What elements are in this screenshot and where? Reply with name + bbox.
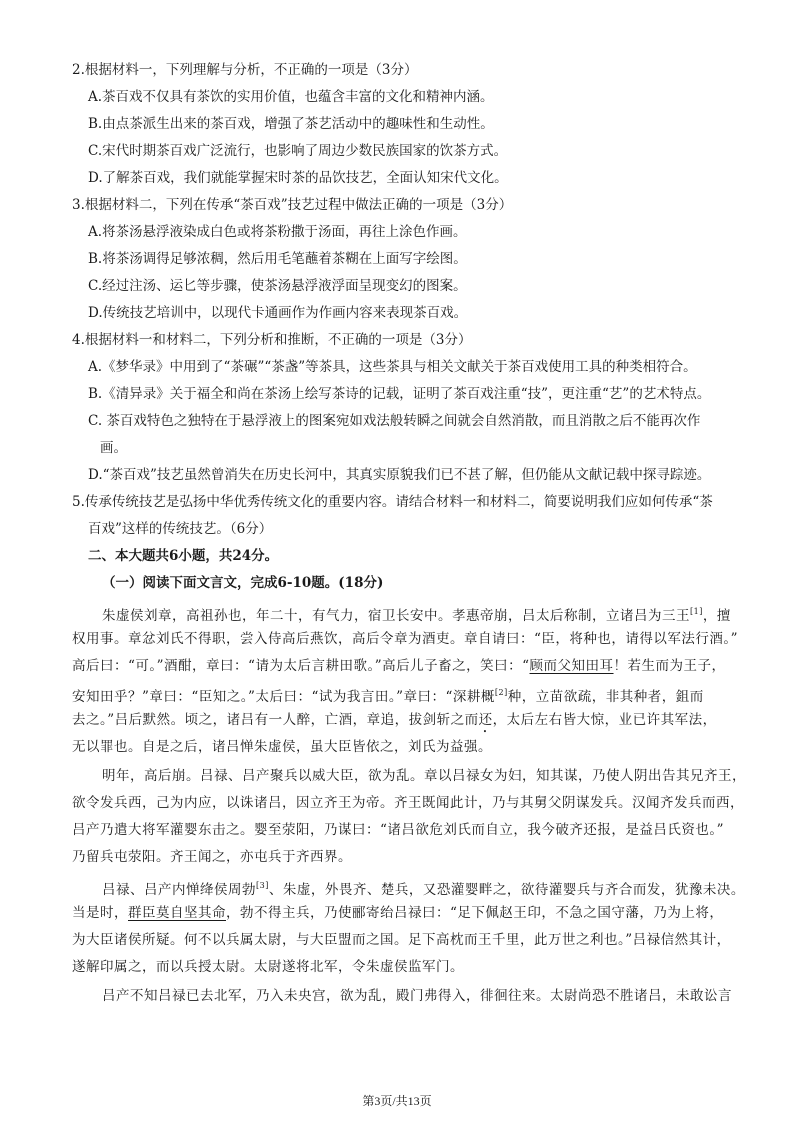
question-5-stem-continued: 百戏”这样的传统技艺。（6分） — [88, 521, 273, 537]
passage-p1-line3 — [72, 656, 726, 676]
question-3-option-c: C.经过注汤、运匕等步骤，使茶汤悬浮液浮面呈现变幻的图案。 — [88, 278, 467, 294]
question-4-stem: 4.根据材料一和材料二，下列分析和推断，不正确的一项是（3分） — [72, 332, 472, 348]
underlined-sentence: 顾而父知田耳 — [529, 658, 614, 674]
passage-p2-line2: 欲令发兵西，己为内应，以诛诸吕，因立齐王为帝。齐王既闻此计，乃与其舅父阴谋发兵。汉闻齐发兵而西， — [72, 795, 744, 811]
page-number: 第3页/共13页 — [362, 1094, 432, 1108]
question-3-option-a: A.将茶汤悬浮液染成白色或将茶粉撒于汤面，再往上涂色作画。 — [88, 224, 467, 240]
passage-p3-line1 — [102, 876, 745, 900]
passage-p1-line4 — [72, 683, 704, 707]
question-3-option-d: D.传统技艺培训中，以现代卡通画作为作画内容来表现茶百戏。 — [88, 305, 468, 321]
passage-text: 吕禄、吕产内惮绛侯周勃 — [102, 882, 256, 898]
passage-text: 当是时， — [72, 905, 128, 921]
passage-text: 高后曰：“可。”酒酣，章曰：“请为太后言耕田歌。”高后儿子畜之，笑曰：“ — [72, 658, 530, 674]
question-4-option-d: D.“茶百戏”技艺虽然曾消失在历史长河中，其真实原貌我们已不甚了解，但仍能从文献记载中探寻踪迹。 — [88, 467, 711, 483]
passage-text: ，勃不得主兵，乃使郦寄绐吕禄曰：“足下佩赵王印，不急之国守藩，乃为上将， — [226, 905, 724, 921]
footnote-marker: [3] — [256, 881, 269, 890]
passage-p1-line6: 无以罪也。自是之后，诸吕惮朱虚侯，虽大臣皆依之，刘氏为益强。 — [72, 739, 492, 755]
underlined-sentence: 群臣莫自坚其命 — [128, 905, 226, 921]
passage-p1-line2: 权用事。章忿刘氏不得职，尝入侍高后燕饮，高后令章为酒吏。章自请曰：“臣，将种也，请得以军法行酒。” — [72, 631, 739, 647]
question-2-option-c: C.宋代时期茶百戏广泛流行，也影响了周边少数民族国家的饮茶方式。 — [88, 143, 508, 159]
question-2-option-d: D.了解茶百戏，我们就能掌握宋时茶的品饮技艺，全面认知宋代文化。 — [88, 170, 508, 186]
passage-p2-line1: 明年，高后崩。吕禄、吕产聚兵以威大臣，欲为乱。章以吕禄女为妇，知其谋，乃使人阴出告其兄齐王， — [102, 768, 746, 784]
question-4-option-c: C. 茶百戏特色之独特在于悬浮液上的图案宛如戏法般转瞬之间就会自然消散，而且消散之后不能再次作 — [88, 413, 701, 429]
question-4-option-b: B.《清异录》关于福全和尚在茶汤上绘写茶诗的记载，证明了茶百戏注重“技”，更注重“艺”的艺术特点。 — [88, 386, 711, 402]
passage-p2-line4: 乃留兵屯荥阳。齐王闻之，亦屯兵于齐西界。 — [72, 849, 352, 865]
passage-p3-line4: 遂解印属之，而以兵授太尉。太尉遂将北军，令朱虚侯监军门。 — [72, 959, 464, 975]
question-2-option-a: A.茶百戏不仅具有茶饮的实用价值，也蕴含丰富的文化和精神内涵。 — [88, 89, 494, 105]
passage-p1-line5 — [72, 710, 717, 736]
subsection-heading: （一）阅读下面文言文，完成6-10题。(18分) — [102, 575, 384, 591]
question-3-option-b: B.将茶汤调得足够浓稠，然后用毛笔蘸着茶糊在上面写字绘图。 — [88, 251, 467, 267]
emphasized-character: 还 — [478, 712, 493, 728]
passage-text: 种，立苗欲疏，非其种者，鉏而 — [507, 689, 704, 705]
question-5-stem: 5.传承传统技艺是弘扬中华优秀传统文化的重要内容。请结合材料一和材料二，简要说明我们应如何传承“茶 — [72, 494, 713, 510]
passage-text: 去之。”吕后默然。顷之，诸吕有一人醉，亡酒，章追，拔剑斩之而 — [72, 712, 479, 728]
question-4-option-a: A.《梦华录》中用到了“茶碾”“茶盏”等茶具，这些茶具与相关文献关于茶百戏使用工具的种类相符合。 — [88, 359, 697, 375]
passage-p3-line2 — [72, 903, 723, 923]
passage-text: 安知田乎？”章曰：“臣知之。”太后曰：“试为我言田。”章曰：“深耕概 — [72, 689, 495, 705]
section-heading: 二、本大题共6小题，共24分。 — [88, 548, 279, 564]
question-3-stem: 3.根据材料二，下列在传承“茶百戏”技艺过程中做法正确的一项是（3分） — [72, 197, 513, 213]
footnote-marker: [1] — [690, 607, 703, 616]
passage-text: ，太后左右皆大惊，业已许其军法， — [492, 712, 717, 728]
question-2-option-b: B.由点茶派生出来的茶百戏，增强了茶艺活动中的趣味性和生动性。 — [88, 116, 494, 132]
question-2-stem: 2.根据材料一，下列理解与分析，不正确的一项是（3分） — [72, 62, 418, 78]
passage-p4-line1: 吕产不知吕禄已去北军，乃入未央宫，欲为乱，殿门弗得入，徘徊往来。太尉尚恐不胜诸吕，未敢讼言 — [102, 988, 732, 1004]
passage-text: ，擅 — [702, 608, 731, 624]
footnote-marker: [2] — [494, 688, 508, 697]
passage-text: 、朱虚，外畏齐、楚兵，又恐灌婴畔之，欲待灌婴兵与齐合而发，犹豫未决。 — [268, 882, 745, 898]
passage-text: ！若生而为王子， — [613, 658, 726, 674]
question-4-option-c-continued: 画。 — [100, 440, 127, 456]
passage-p3-line3: 为大臣诸侯所疑。何不以兵属太尉，与大臣盟而之国。足下高枕而王千里，此万世之利也。”吕禄信然其计， — [72, 932, 731, 948]
passage-p2-line3: 吕产乃遣大将军灌婴东击之。婴至荥阳，乃谋曰：“诸吕欲危刘氏而自立，我今破齐还报，是益吕氏资也。” — [72, 822, 725, 838]
passage-text: 朱虚侯刘章，高祖孙也，年二十，有气力，宿卫长安中。孝惠帝崩，吕太后称制，立诸吕为三王 — [102, 608, 690, 624]
passage-p1-line1 — [102, 602, 731, 626]
